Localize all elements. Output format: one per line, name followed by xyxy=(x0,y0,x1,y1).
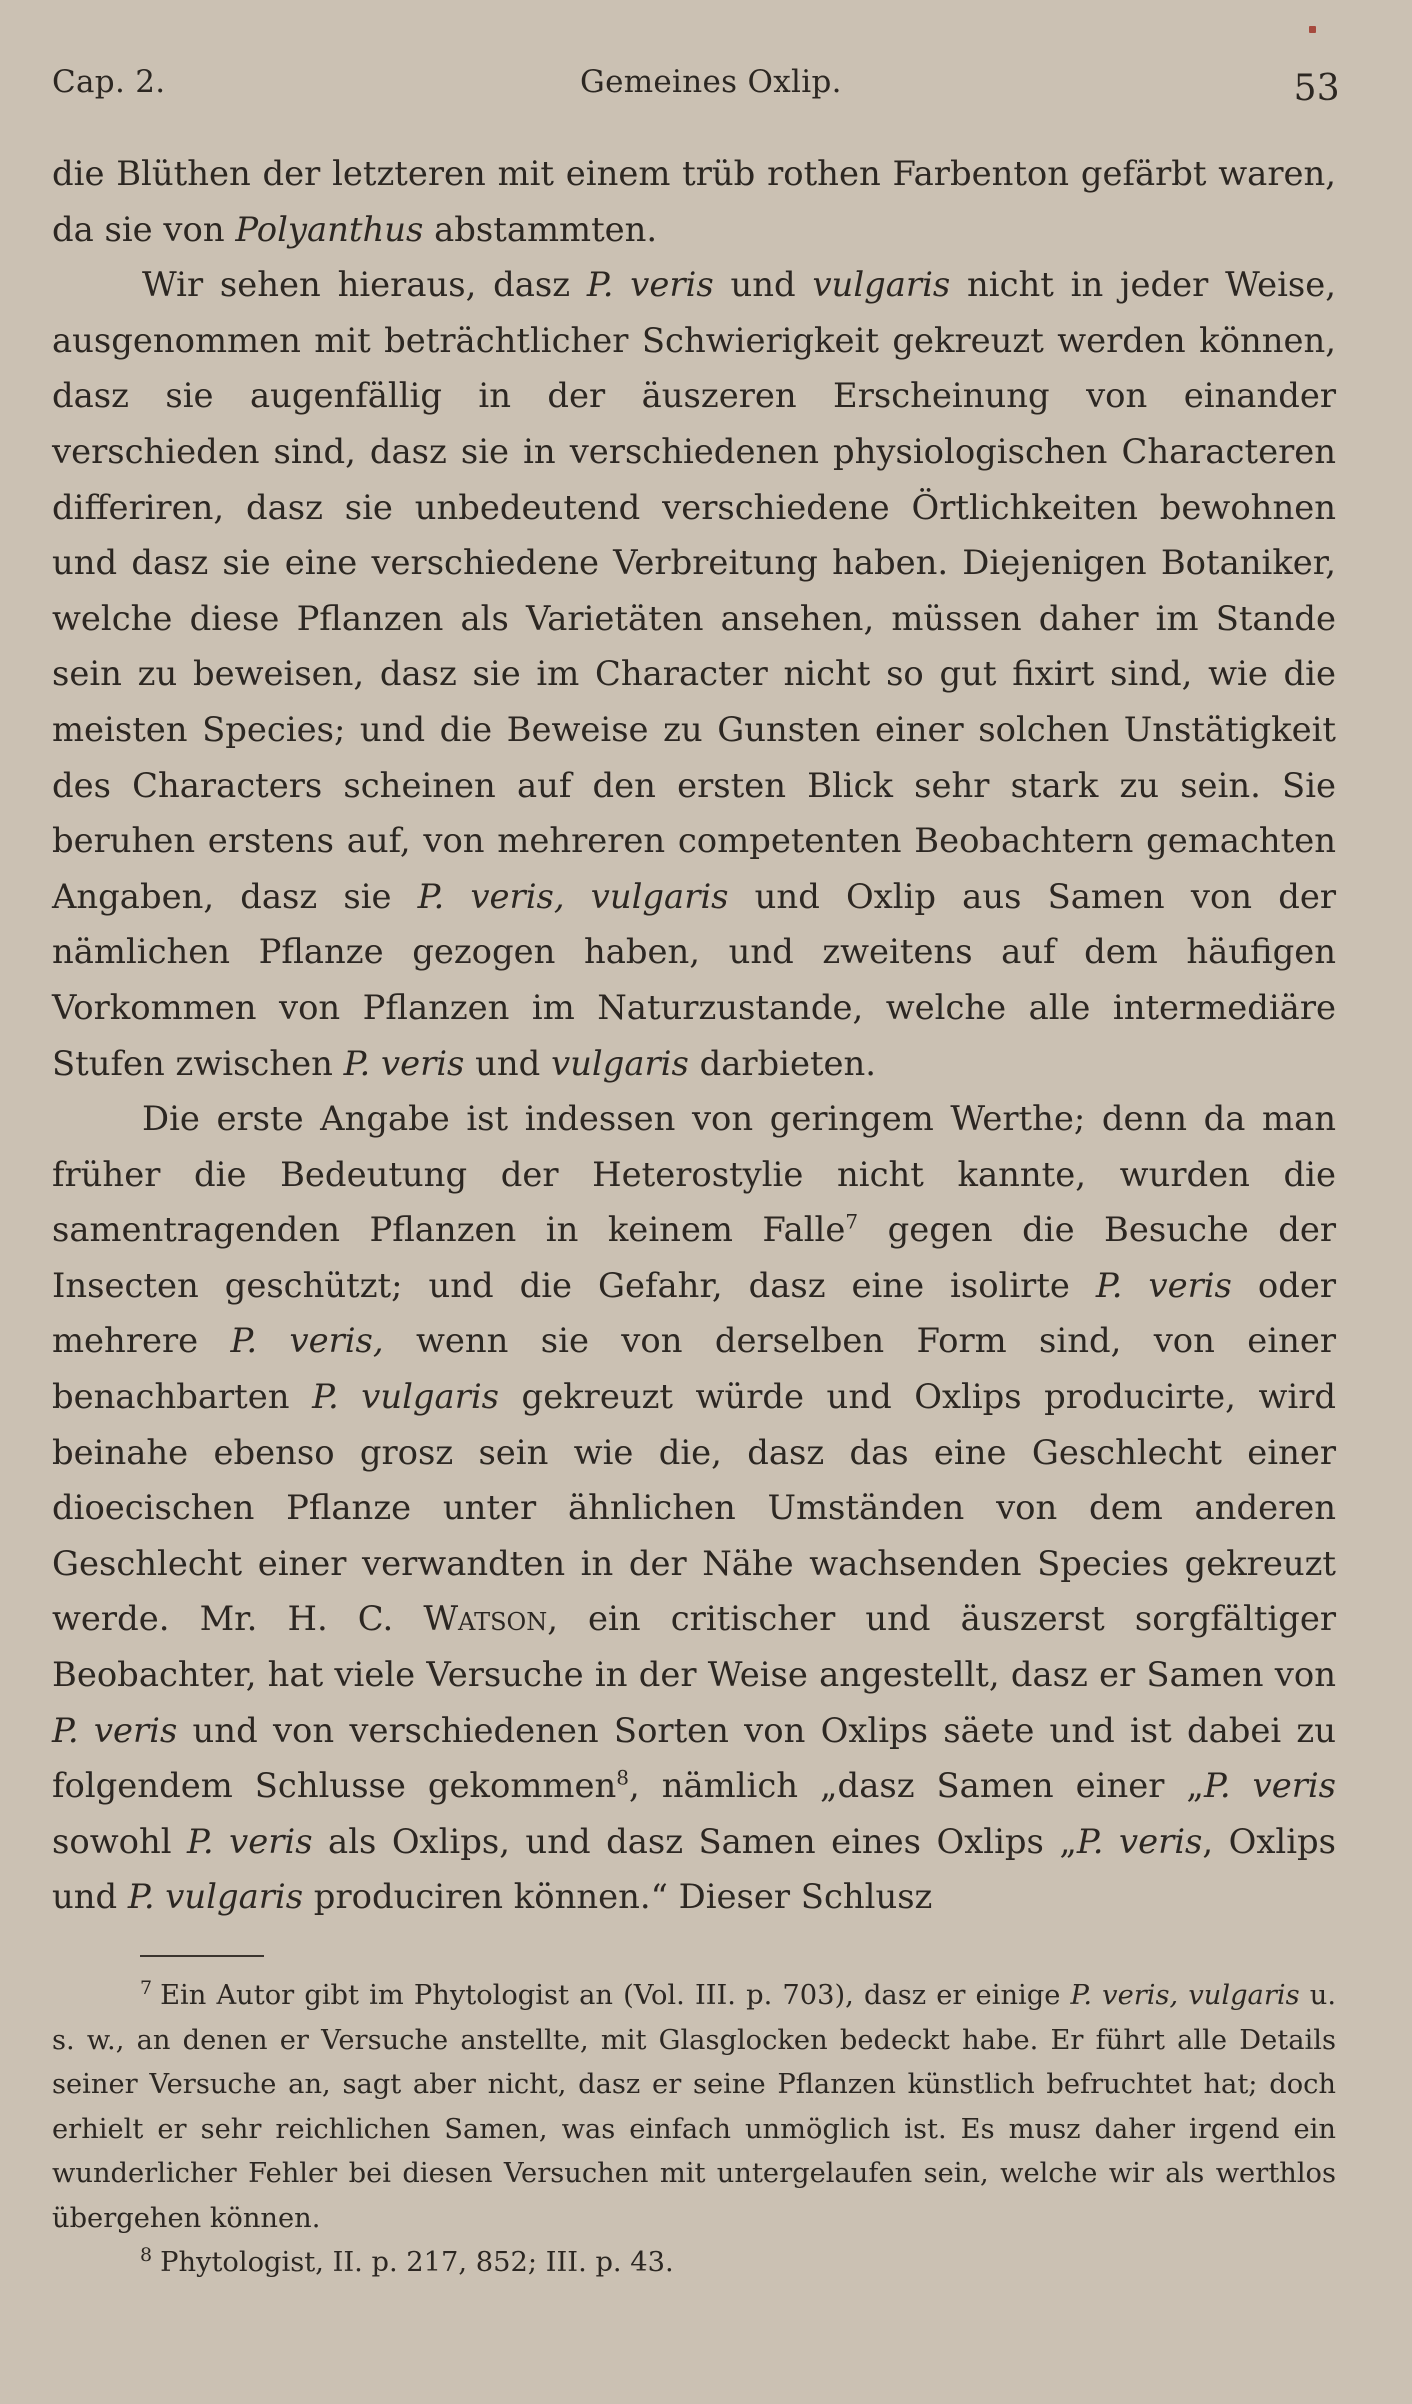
italic-run: vulgaris xyxy=(551,1043,689,1083)
text-run: Die erste Angabe ist indessen von geringem Werthe; denn da man früher die Bedeutung der Heterostylie nicht kannte, wurden die samentragenden Pflanzen in keinem Falle xyxy=(52,1099,1336,1250)
italic-run: Polyanthus xyxy=(235,209,424,249)
italic-run: P. veris, xyxy=(230,1321,384,1361)
text-run: abstammten. xyxy=(423,209,658,249)
body-text xyxy=(52,146,1336,1925)
italic-run: P. veris xyxy=(1076,1821,1203,1861)
text-run: gekreuzt würde und Oxlips producirte, wird beinahe ebenso grosz sein wie die, dasz das eine Geschlecht einer dioecischen Pflanze unter ähnlichen Umständen von dem anderen Geschlecht einer verwandten in der Nähe wachsenden Species gekreuzt werde. Mr. H. C. xyxy=(52,1377,1336,1639)
italic-run: P. veris, vulgaris xyxy=(417,876,729,916)
paragraph-1 xyxy=(52,146,1336,257)
italic-run: P. veris, vulgaris xyxy=(1070,1980,1300,2011)
text-run: die Blüthen der letzteren mit einem trüb rothen Farbenton gefärbt waren, da sie von xyxy=(52,154,1336,249)
text-run: und Oxlip aus Samen von der nämlichen Pflanze gezogen haben, und zweitens auf dem häufigen Vorkommen von Pflanzen im Naturzustande, welche alle intermediäre Stufen zwischen xyxy=(52,876,1337,1083)
italic-run: P. veris xyxy=(187,1821,313,1861)
text-run: darbieten. xyxy=(688,1043,877,1083)
text-run: und xyxy=(464,1043,552,1083)
italic-run: P. veris xyxy=(1095,1265,1232,1305)
text-run: , Oxlips und xyxy=(52,1821,1336,1917)
text-run: als Oxlips, und dasz Samen eines Oxlips „ xyxy=(312,1821,1077,1861)
text-run: , ein critischer und äuszerst sorgfältiger Beobachter, hat viele Versuche in der Weise angestellt, dasz er Samen von xyxy=(52,1599,1336,1695)
italic-run: P. veris xyxy=(1203,1766,1336,1806)
paragraph-2 xyxy=(52,257,1336,1091)
italic-run: P. vulgaris xyxy=(312,1377,500,1417)
text-run: nicht in jeder Weise, ausgenommen mit beträchtlicher Schwierigkeit gekreuzt werden können, dasz sie augenfällig in der äuszeren Erscheinung von einander verschieden sind, dasz sie in verschiedenen physiologischen Characteren differiren, dasz sie unbedeutend verschiedene Örtlichkeiten bewohnen und dasz sie eine verschiedene Verbreitung haben. Diejenigen Botaniker, welche diese Pflanzen als Varietäten ansehen, müssen daher im Stande sein zu beweisen, dasz sie im Character nicht so gut fixirt sind, wie die meisten Species; und die Beweise zu Gunsten einer solchen Unstätigkeit des Characters scheinen auf den ersten Blick sehr stark zu sein. Sie beruhen erstens auf, von mehreren competenten Beobachtern gemachten Angaben, dasz sie xyxy=(52,265,1337,916)
footnote-ref-7: 7 xyxy=(845,1210,859,1235)
paragraph-3 xyxy=(52,1091,1336,1925)
italic-run: P. veris xyxy=(52,1710,178,1750)
footnote-divider xyxy=(140,1955,264,1957)
footnote-8 xyxy=(52,2241,1336,2286)
text-run: Phytologist, II. p. 217, 852; III. p. 43. xyxy=(160,2247,674,2278)
text-run: Wir sehen hieraus, dasz xyxy=(142,265,587,305)
footnotes xyxy=(52,1974,1336,2286)
text-run: oder mehrere xyxy=(52,1265,1336,1361)
page-number: 53 xyxy=(1293,68,1340,109)
italic-run: P. vulgaris xyxy=(127,1877,304,1917)
text-run: und von verschiedenen Sorten von Oxlips säete und ist dabei zu folgendem Schlusse gekommen xyxy=(52,1710,1337,1806)
author-name: Watson xyxy=(423,1599,548,1639)
footnote-number: 7 xyxy=(140,1976,153,1999)
text-run: u. s. w., an denen er Versuche anstellte, mit Glasglocken bedeckt habe. Er führt alle Details seiner Versuche an, sagt aber nicht, dasz er seine Pflanzen künstlich befruchtet hat; doch erhielt er sehr reichlichen Samen, was einfach unmöglich ist. Es musz daher irgend ein wunderlicher Fehler bei diesen Versuchen mit untergelaufen sein, welche wir als werthlos übergehen können. xyxy=(52,1980,1337,2234)
italic-run: vulgaris xyxy=(812,265,951,305)
text-run: , nämlich „dasz Samen einer „ xyxy=(628,1766,1204,1806)
text-run: produciren können.“ Dieser Schlusz xyxy=(303,1877,933,1917)
page-speck xyxy=(1309,26,1316,33)
text-run: und xyxy=(713,265,813,305)
text-run: sowohl xyxy=(52,1821,188,1861)
italic-run: P. veris xyxy=(343,1043,465,1083)
text-run: Ein Autor gibt im Phytologist an (Vol. III. p. 703), dasz er einige xyxy=(160,1980,1071,2011)
footnote-ref-8: 8 xyxy=(616,1765,629,1790)
text-run: gegen die Besuche der Insecten geschützt; und die Gefahr, dasz eine isolirte xyxy=(52,1210,1336,1305)
running-head xyxy=(52,64,1340,120)
text-run: wenn sie von derselben Form sind, von einer benachbarten xyxy=(52,1321,1336,1417)
footnote-number: 8 xyxy=(140,2243,153,2266)
footnote-7 xyxy=(52,1974,1336,2241)
chapter-label: Cap. 2. xyxy=(52,64,166,100)
italic-run: P. veris xyxy=(586,265,714,305)
section-title: Gemeines Oxlip. xyxy=(580,64,842,100)
